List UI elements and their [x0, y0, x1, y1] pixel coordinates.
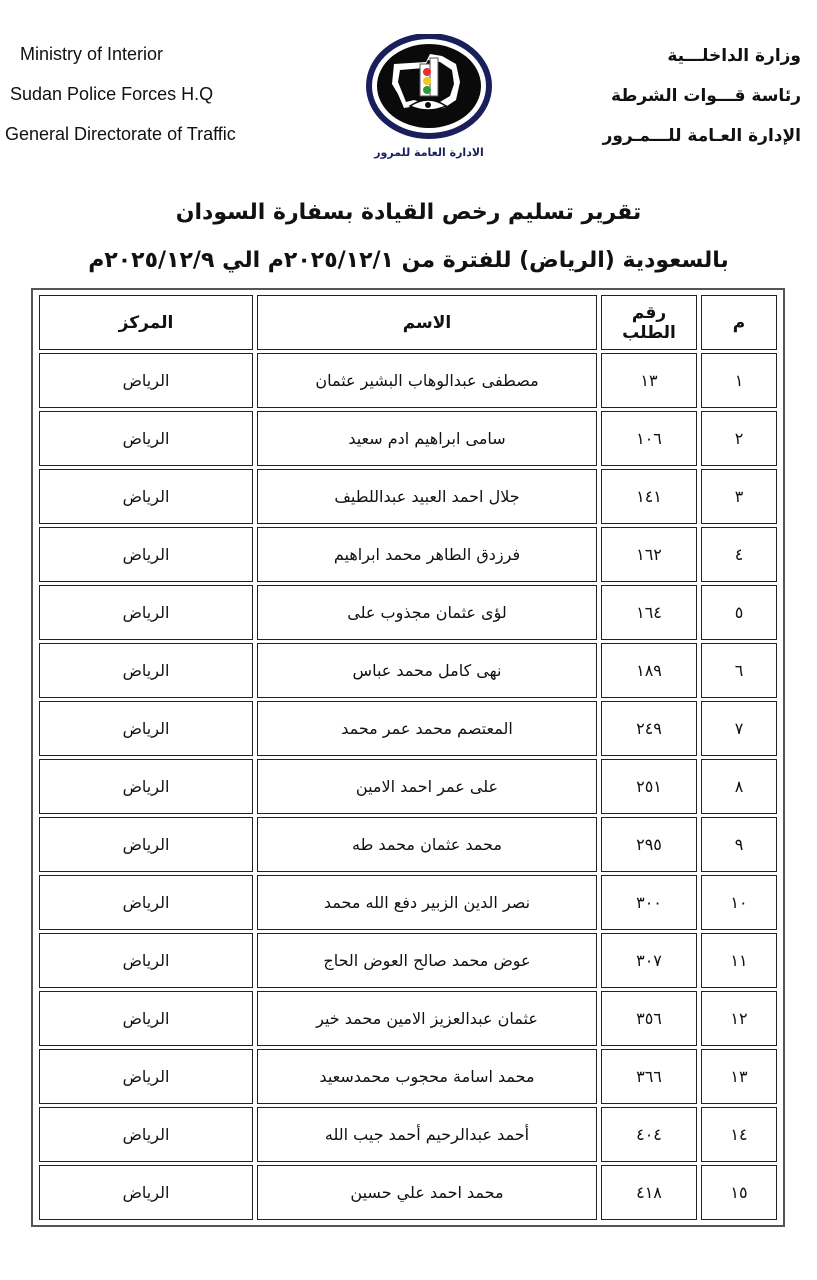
cell-name: عثمان عبدالعزيز الامين محمد خير — [257, 991, 597, 1046]
cell-request-number: ٤٠٤ — [601, 1107, 697, 1162]
report-subtitle-period: بالسعودية (الرياض) للفترة من ٢٠٢٥/١٢/١م الي ٢٠٢٥/١٢/٩م — [88, 248, 729, 273]
cell-request-number: ١٠٦ — [601, 411, 697, 466]
traffic-directorate-logo-icon — [364, 34, 494, 164]
column-header-name: الاسم — [257, 295, 597, 350]
cell-name: مصطفى عبدالوهاب البشير عثمان — [257, 353, 597, 408]
table-row — [39, 1165, 777, 1220]
cell-serial: ٢ — [701, 411, 777, 466]
cell-serial: ٧ — [701, 701, 777, 756]
cell-request-number: ١٤١ — [601, 469, 697, 524]
cell-center: الرياض — [39, 875, 253, 930]
column-header-center: المركز — [39, 295, 253, 350]
cell-request-number: ٢٩٥ — [601, 817, 697, 872]
cell-center: الرياض — [39, 353, 253, 408]
cell-name: نصر الدين الزبير دفع الله محمد — [257, 875, 597, 930]
traffic-directorate-en: General Directorate of Traffic — [5, 124, 236, 144]
police-hq-en: Sudan Police Forces H.Q — [10, 84, 214, 104]
cell-name: عوض محمد صالح العوض الحاج — [257, 933, 597, 988]
cell-name: أحمد عبدالرحيم أحمد جيب الله — [257, 1107, 597, 1162]
cell-serial: ١٤ — [701, 1107, 777, 1162]
table-row — [39, 991, 777, 1046]
logo-caption: الادارة العامة للمرور — [374, 146, 484, 159]
licenses-table — [35, 292, 781, 1223]
table-row — [39, 759, 777, 814]
cell-request-number: ١٣ — [601, 353, 697, 408]
table-row — [39, 701, 777, 756]
ministry-name-ar: وزارة الداخلـــية — [667, 46, 801, 66]
cell-name: محمد احمد علي حسين — [257, 1165, 597, 1220]
cell-serial: ١٥ — [701, 1165, 777, 1220]
table-row — [39, 469, 777, 524]
ministry-name-en: Ministry of Interior — [20, 44, 164, 64]
table-row — [39, 1049, 777, 1104]
cell-name: فرزدق الطاهر محمد ابراهيم — [257, 527, 597, 582]
table-row — [39, 353, 777, 408]
report-title: تقرير تسليم رخص القيادة بسفارة السودان — [175, 200, 642, 225]
table-row — [39, 527, 777, 582]
cell-serial: ١٠ — [701, 875, 777, 930]
column-header-request-number: رقم الطلب — [601, 295, 697, 350]
cell-request-number: ٣٦٦ — [601, 1049, 697, 1104]
cell-name: المعتصم محمد عمر محمد — [257, 701, 597, 756]
cell-center: الرياض — [39, 527, 253, 582]
cell-serial: ١٣ — [701, 1049, 777, 1104]
cell-request-number: ١٦٢ — [601, 527, 697, 582]
cell-request-number: ١٦٤ — [601, 585, 697, 640]
cell-name: محمد اسامة محجوب محمدسعيد — [257, 1049, 597, 1104]
cell-serial: ٤ — [701, 527, 777, 582]
licenses-table-container — [31, 288, 785, 1227]
cell-center: الرياض — [39, 643, 253, 698]
cell-serial: ٥ — [701, 585, 777, 640]
cell-request-number: ٣٠٧ — [601, 933, 697, 988]
cell-serial: ٩ — [701, 817, 777, 872]
cell-request-number: ٢٤٩ — [601, 701, 697, 756]
table-row — [39, 875, 777, 930]
cell-center: الرياض — [39, 701, 253, 756]
cell-center: الرياض — [39, 933, 253, 988]
table-row — [39, 933, 777, 988]
table-row — [39, 643, 777, 698]
cell-request-number: ٢٥١ — [601, 759, 697, 814]
cell-serial: ١٢ — [701, 991, 777, 1046]
cell-center: الرياض — [39, 1107, 253, 1162]
table-row — [39, 585, 777, 640]
cell-request-number: ٤١٨ — [601, 1165, 697, 1220]
cell-center: الرياض — [39, 469, 253, 524]
table-row — [39, 1107, 777, 1162]
cell-serial: ١١ — [701, 933, 777, 988]
cell-name: على عمر احمد الامين — [257, 759, 597, 814]
cell-center: الرياض — [39, 1049, 253, 1104]
cell-name: جلال احمد العبيد عبداللطيف — [257, 469, 597, 524]
cell-center: الرياض — [39, 759, 253, 814]
cell-serial: ١ — [701, 353, 777, 408]
table-row — [39, 411, 777, 466]
cell-serial: ٦ — [701, 643, 777, 698]
cell-request-number: ١٨٩ — [601, 643, 697, 698]
column-header-serial: م — [701, 295, 777, 350]
cell-center: الرياض — [39, 585, 253, 640]
cell-serial: ٣ — [701, 469, 777, 524]
cell-center: الرياض — [39, 411, 253, 466]
cell-center: الرياض — [39, 991, 253, 1046]
cell-request-number: ٣٥٦ — [601, 991, 697, 1046]
police-hq-ar: رئاسة قـــوات الشرطة — [611, 86, 801, 106]
cell-serial: ٨ — [701, 759, 777, 814]
table-header-row — [39, 295, 777, 350]
cell-name: نهى كامل محمد عباس — [257, 643, 597, 698]
cell-request-number: ٣٠٠ — [601, 875, 697, 930]
cell-center: الرياض — [39, 817, 253, 872]
cell-center: الرياض — [39, 1165, 253, 1220]
cell-name: سامى ابراهيم ادم سعيد — [257, 411, 597, 466]
cell-name: محمد عثمان محمد طه — [257, 817, 597, 872]
traffic-directorate-ar: الإدارة العـامة للـــمـرور — [602, 126, 801, 146]
cell-name: لؤى عثمان مجذوب على — [257, 585, 597, 640]
table-row — [39, 817, 777, 872]
